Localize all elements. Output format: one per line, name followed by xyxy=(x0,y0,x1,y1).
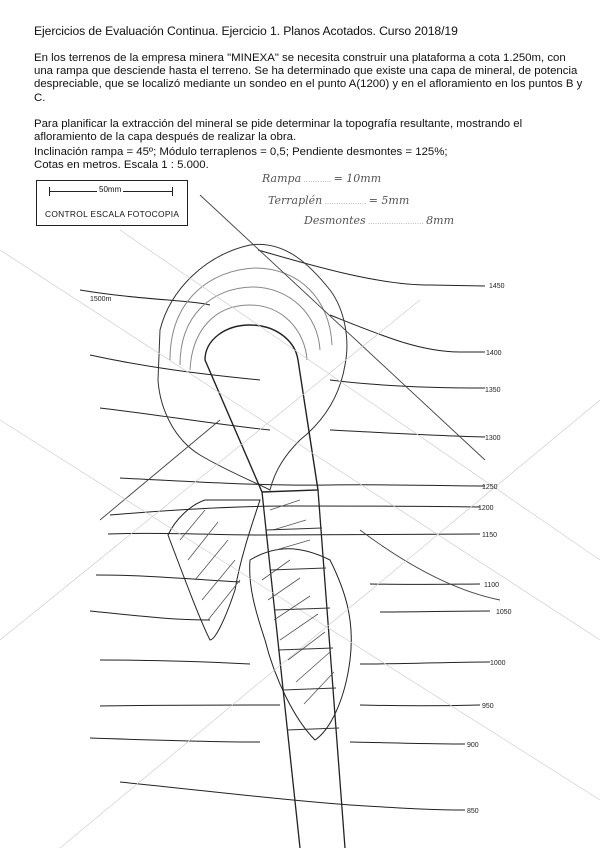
note-terraplen: Terraplén ……………… = 5mm xyxy=(268,194,410,207)
contour-1100 xyxy=(96,575,480,584)
contour-label-850: 850 xyxy=(467,808,479,815)
map-top-left-label: 1500m xyxy=(90,296,112,303)
contour-1250 xyxy=(120,478,485,486)
contour-label-1250: 1250 xyxy=(482,484,498,491)
contour-label-1200: 1200 xyxy=(478,505,494,512)
contour-850 xyxy=(120,782,465,810)
contour-1150 xyxy=(108,533,480,535)
contour-label-1000: 1000 xyxy=(490,660,506,667)
note-rampa: Rampa ………… = 10mm xyxy=(262,172,382,185)
contour-1350 xyxy=(90,355,485,388)
contour-1300 xyxy=(100,408,485,437)
scale-bar-length: 50mm xyxy=(99,185,122,194)
contour-label-1450: 1450 xyxy=(489,283,505,290)
slope-circle-inner xyxy=(190,305,307,370)
strike-line-3 xyxy=(360,530,500,600)
contour-label-1350: 1350 xyxy=(485,387,501,394)
contour-1200 xyxy=(110,506,480,515)
contour-900 xyxy=(90,738,465,744)
scale-control-label: CONTROL ESCALA FOTOCOPIA xyxy=(45,209,180,219)
statement-paragraph-1: En los terrenos de la empresa minera "MINEXA" se necesita construir una plataforma a cota 1.250m, con una rampa que desciende hasta el terreno. Se ha determinado que existe una capa de mineral, de potencia despreciable, que se localizó mediante un sondeo en el punto A(1200) y en el afloramiento en los puntos B y C. xyxy=(34,52,583,104)
parameters-line-1: Inclinación rampa = 45º; Módulo terraplenos = 0,5; Pendiente desmontes = 125%; xyxy=(34,146,448,158)
excavation-outline xyxy=(158,244,347,490)
parameters-line-2: Cotas en metros. Escala 1 : 5.000. xyxy=(34,159,209,172)
contour-label-1150: 1150 xyxy=(482,532,498,539)
strike-line-2 xyxy=(100,420,220,520)
contour-1050 xyxy=(90,611,490,620)
contour-label-1300: 1300 xyxy=(485,435,501,442)
contour-1000 xyxy=(100,660,490,664)
ramp-edge-left xyxy=(262,492,300,848)
contour-label-1050: 1050 xyxy=(496,609,512,616)
contour-label-1400: 1400 xyxy=(486,350,502,357)
exercise-title: Ejercicios de Evaluación Continua. Ejercicio 1. Planos Acotados. Curso 2018/19 xyxy=(34,24,458,38)
contour-label-1100: 1100 xyxy=(484,582,500,589)
strike-line-1 xyxy=(200,195,485,460)
contour-1400 xyxy=(80,290,485,352)
statement-paragraph-2: Para planificar la extracción del mineral se pide determinar la topografía resultante, mostrando el afloramiento de la capa después de realizar la obra. xyxy=(34,118,523,144)
note-desmontes: Desmontes …………………… 8mm xyxy=(304,214,455,227)
contour-label-900: 900 xyxy=(467,742,479,749)
ramp-edge-right xyxy=(318,490,345,848)
contour-label-950: 950 xyxy=(482,703,494,710)
